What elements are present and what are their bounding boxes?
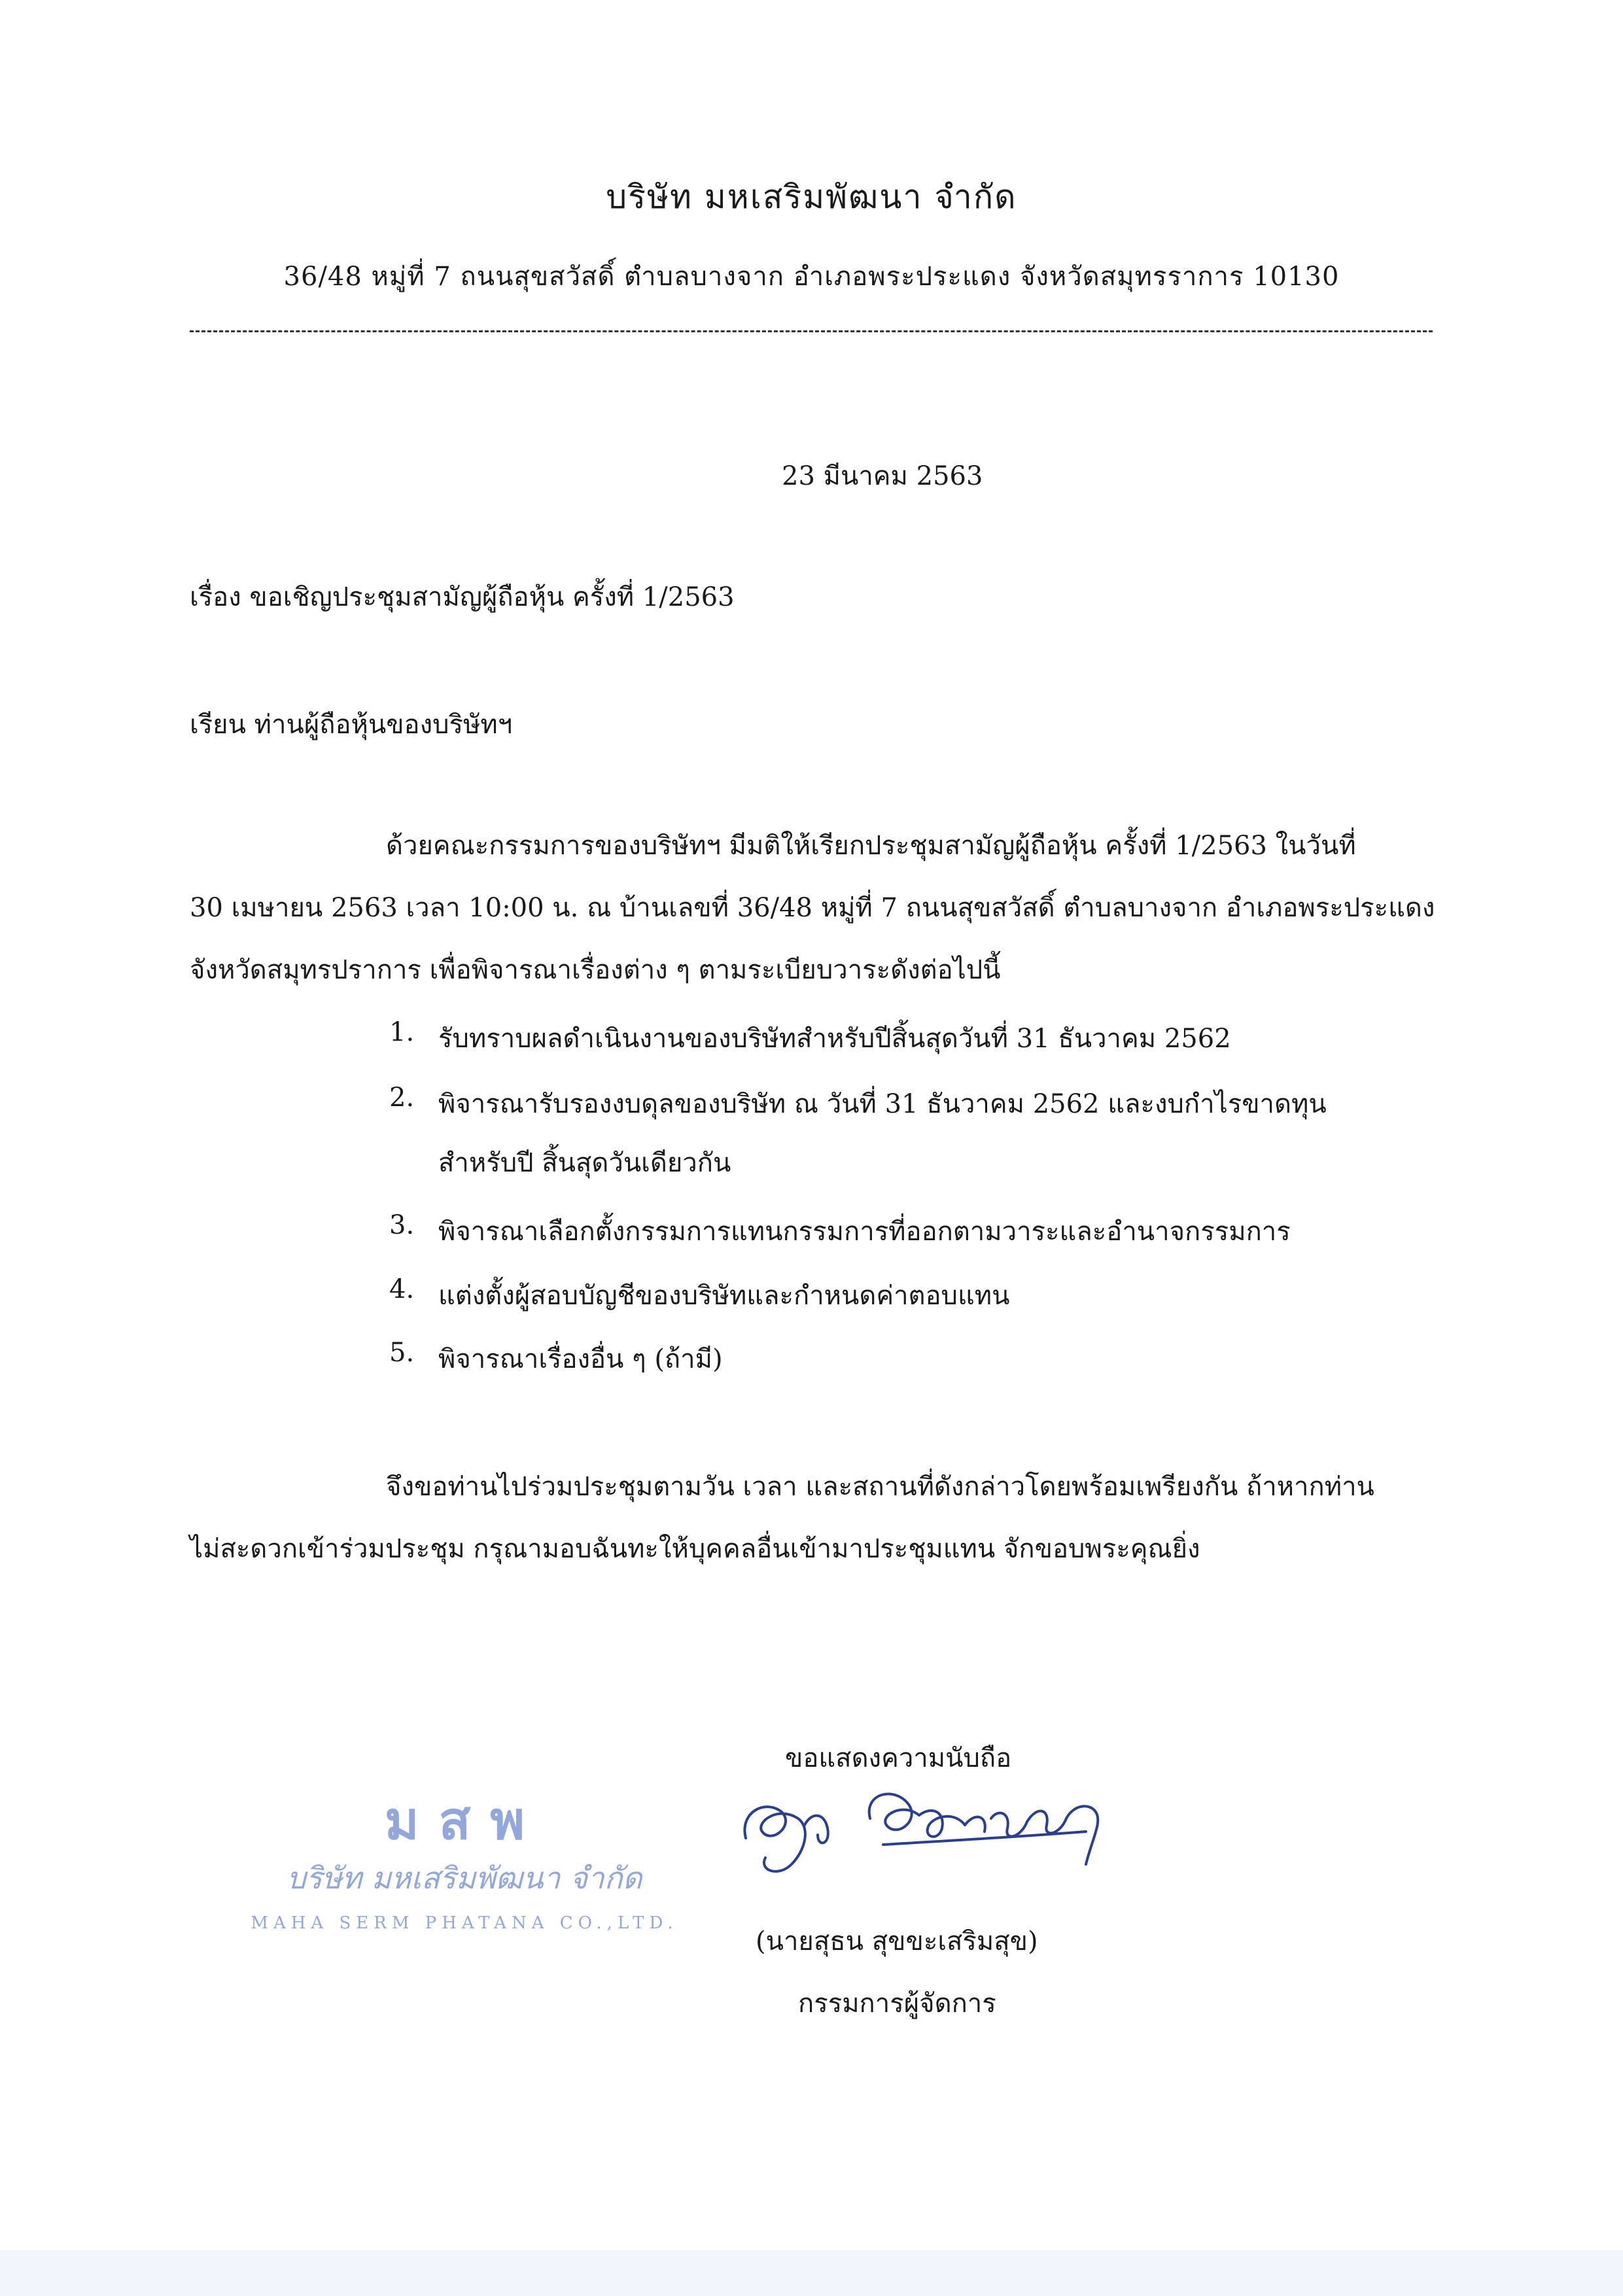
- company-address: 36/48 หมู่ที่ 7 ถนนสุขสวัสดิ์ ตำบลบางจาก อำเภอพระประแดง จังหวัดสมุทรราการ 10130: [283, 262, 1340, 292]
- agenda-item-continuation: สำหรับปี สิ้นสุดวันเดียวกัน: [438, 1148, 731, 1178]
- closing-line-1: จึงขอท่านไปร่วมประชุมตามวัน เวลา และสถานที่ดังกล่าวโดยพร้อมเพรียงกัน ถ้าหากท่าน: [386, 1472, 1374, 1502]
- agenda-number: 1.: [389, 1017, 415, 1047]
- agenda-number: 4.: [389, 1274, 415, 1304]
- agenda-number: 2.: [389, 1083, 415, 1113]
- agenda-number: 5.: [389, 1338, 415, 1368]
- company-name: บริษัท มหเสริมพัฒนา จำกัด: [606, 178, 1017, 216]
- signature-image: [720, 1766, 1125, 1897]
- agenda-item: แต่งตั้งผู้สอบบัญชีของบริษัทและกำหนดค่าตอบแทน: [438, 1281, 1010, 1311]
- scan-edge-band: [0, 2250, 1623, 2296]
- agenda-item: พิจารณาเรื่องอื่น ๆ (ถ้ามี): [438, 1344, 723, 1374]
- salutation-line: เรียน ท่านผู้ถือหุ้นของบริษัทฯ: [190, 710, 513, 740]
- signatory-position: กรรมการผู้จัดการ: [798, 1989, 996, 2019]
- agenda-item: พิจารณารับรองงบดุลของบริษัท ณ วันที่ 31 ธันวาคม 2562 และงบกำไรขาดทุน: [438, 1089, 1327, 1119]
- body-line-2: 30 เมษายน 2563 เวลา 10:00 น. ณ บ้านเลขที่ 36/48 หมู่ที่ 7 ถนนสุขสวัสดิ์ ตำบลบางจาก อำเภอพระประแดง: [190, 893, 1435, 923]
- letter-date: 23 มีนาคม 2563: [782, 461, 983, 491]
- header-divider: [190, 330, 1433, 332]
- closing-line-2: ไม่สะดวกเข้าร่วมประชุม กรุณามอบฉันทะให้บุคคลอื่นเข้ามาประชุมแทน จักขอบพระคุณยิ่ง: [190, 1534, 1200, 1564]
- seal-monogram: มสพ: [384, 1790, 545, 1851]
- seal-english-name: MAHA SERM PHATANA CO.,LTD.: [251, 1913, 678, 1933]
- subject-line: เรื่อง ขอเชิญประชุมสามัญผู้ถือหุ้น ครั้งที่ 1/2563: [190, 582, 735, 612]
- agenda-item: พิจารณาเลือกตั้งกรรมการแทนกรรมการที่ออกตามวาระและอำนาจกรรมการ: [438, 1217, 1291, 1247]
- seal-thai-name: บริษัท มหเสริมพัฒนา จำกัด: [287, 1860, 642, 1896]
- agenda-item: รับทราบผลดำเนินงานของบริษัทสำหรับปีสิ้นสุดวันที่ 31 ธันวาคม 2562: [438, 1024, 1231, 1054]
- body-line-1: ด้วยคณะกรรมการของบริษัทฯ มีมติให้เรียกประชุมสามัญผู้ถือหุ้น ครั้งที่ 1/2563 ในวันที่: [386, 831, 1356, 861]
- body-line-3: จังหวัดสมุทรปราการ เพื่อพิจารณาเรื่องต่าง ๆ ตามระเบียบวาระดังต่อไปนี้: [190, 955, 1001, 985]
- closing-salutation: ขอแสดงความนับถือ: [785, 1743, 1012, 1773]
- signatory-name: (นายสุธน สุขขะเสริมสุข): [756, 1926, 1038, 1957]
- agenda-number: 3.: [389, 1210, 415, 1240]
- company-seal: [216, 1779, 713, 1962]
